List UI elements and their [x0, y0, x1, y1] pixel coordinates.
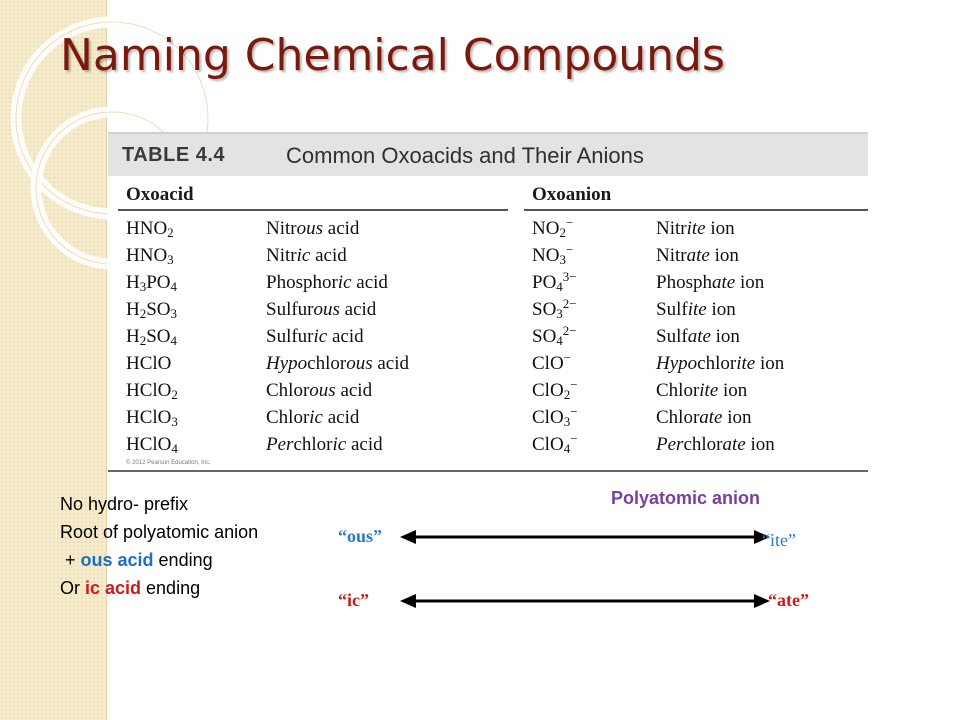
table-row [108, 377, 868, 407]
rule-ous [60, 546, 258, 574]
ous-acid-highlight: ous acid [80, 550, 154, 570]
table-caption: Common Oxoacids and Their Anions [286, 143, 644, 168]
table-number: TABLE 4.4 [122, 144, 226, 166]
acid-formula: HClO$_2$ [126, 380, 178, 402]
acid-formula: $HNO_2$ [126, 218, 174, 240]
copyright-notice: © 2012 Pearson Education, Inc. [126, 460, 211, 466]
suffix-ate: “ate” [768, 590, 809, 610]
table-row [108, 404, 868, 434]
rule-no-hydro: No hydro- prefix [60, 494, 189, 514]
header-oxoacid: Oxoacid [126, 184, 194, 205]
ic-ate-arrow [400, 591, 770, 611]
anion-formula: $PO_4^{3-}$ [532, 269, 577, 294]
anion-formula: $SO_4^{2-}$ [532, 323, 577, 348]
naming-rules [60, 490, 258, 602]
acid-name: Perchloric acid [266, 434, 383, 455]
anion-formula: ClO− [532, 350, 572, 374]
acid-name: Chlorous acid [266, 380, 373, 401]
ous-ite-arrow [400, 527, 770, 547]
acid-name: Sulfuric acid [266, 326, 364, 347]
anion-formula: ClO$_3$− [532, 404, 578, 429]
slide-title: Naming Chemical Compounds [60, 30, 725, 81]
rule-ic-suffix: ending [141, 578, 201, 598]
acid-formula: $H_2SO_4$ [126, 326, 178, 348]
header-rule-left [118, 209, 508, 211]
acid-formula: $H_3PO_4$ [126, 272, 178, 294]
acid-formula: $HNO_3$ [126, 245, 174, 267]
anion-formula: $SO_3^{2-}$ [532, 296, 577, 321]
anion-formula: $NO_3^-$ [532, 242, 574, 267]
anion-name: Sulfate ion [656, 326, 740, 347]
acid-name: Chloric acid [266, 407, 360, 428]
anion-name: Nitrite ion [656, 218, 735, 239]
table-row [108, 242, 868, 272]
rule-ic [60, 574, 258, 602]
rule-ous-prefix: + [60, 550, 81, 570]
acid-name: Hypochlorous acid [266, 353, 410, 374]
anion-name: Perchlorate ion [656, 434, 775, 455]
header-oxoanion: Oxoanion [532, 184, 612, 205]
anion-name: Chlorate ion [656, 407, 752, 428]
rule-ous-suffix: ending [153, 550, 213, 570]
suffix-ous: “ous” [338, 526, 383, 546]
header-rule-right [524, 209, 868, 211]
acid-name: Nitric acid [266, 245, 347, 266]
anion-name: Nitrate ion [656, 245, 739, 266]
acid-formula: $H_2SO_3$ [126, 299, 178, 321]
acid-name: Phosphoric acid [266, 272, 388, 293]
acid-formula: HClO [126, 353, 172, 374]
anion-name: Chlorite ion [656, 380, 748, 401]
ic-acid-highlight: ic acid [85, 578, 142, 598]
polyatomic-anion-label: Polyatomic anion [611, 488, 761, 508]
table-row [108, 296, 868, 326]
anion-formula: ClO$_4$− [532, 431, 578, 456]
rule-ic-prefix: Or [60, 578, 85, 598]
acid-formula: HClO$_3$ [126, 407, 178, 429]
suffix-ic: “ic” [338, 590, 369, 610]
rule-root: Root of polyatomic anion [60, 522, 259, 542]
table-title-band [108, 132, 868, 176]
table-row [108, 215, 868, 245]
oxoacids-table [108, 132, 868, 474]
table-row [108, 350, 868, 380]
anion-name: Sulfite ion [656, 299, 736, 320]
acid-name: Nitrous acid [266, 218, 360, 239]
anion-formula: $NO_2^-$ [532, 215, 574, 240]
table-row [108, 431, 868, 461]
suffix-ite: “ite” [762, 530, 796, 550]
table-row [108, 269, 868, 299]
anion-name: Hypochlorite ion [656, 353, 785, 374]
decorative-side-strip [0, 0, 107, 720]
anion-formula: ClO$_2$− [532, 377, 578, 402]
anion-name: Phosphate ion [656, 272, 765, 293]
acid-formula: HClO$_4$ [126, 434, 178, 456]
table-bottom-rule [108, 470, 868, 472]
table-row [108, 323, 868, 353]
acid-name: Sulfurous acid [266, 299, 377, 320]
